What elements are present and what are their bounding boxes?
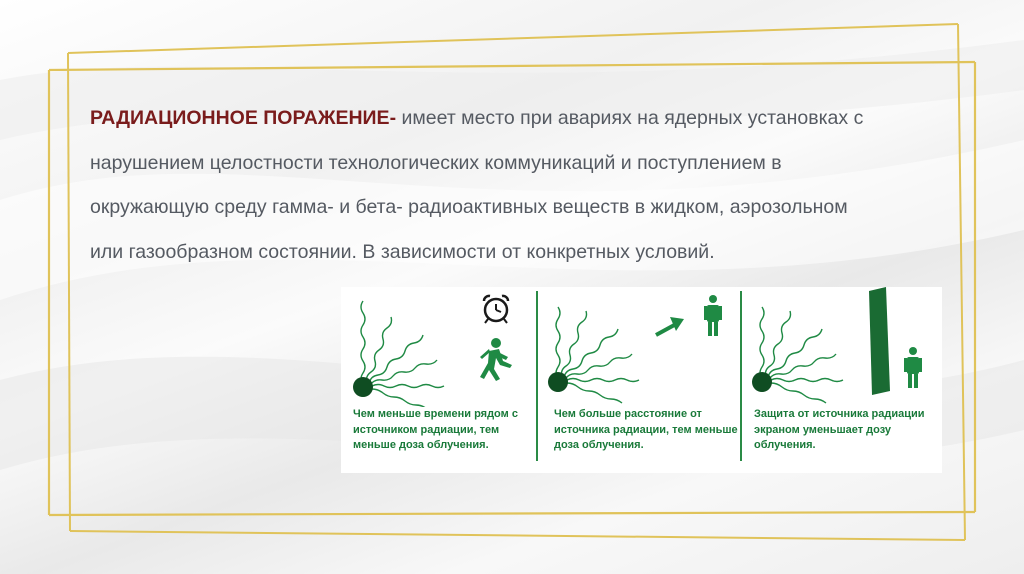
radiation-source-icon [548, 372, 568, 392]
slide-body-text [90, 96, 870, 274]
radiation-source-icon [353, 377, 373, 397]
panel-distance-illustration [538, 287, 740, 407]
slide-lead-term: РАДИАЦИОННОЕ ПОРАЖЕНИЕ [90, 107, 390, 129]
standing-person-icon [904, 347, 922, 388]
standing-person-icon [704, 295, 722, 336]
panel-shield-illustration [742, 287, 942, 407]
slide-lead-dash: - [389, 107, 397, 129]
alarm-clock-icon [484, 296, 508, 323]
panel-distance-caption: Чем больше расстояние от источника радиации, тем меньше доза облучения. [554, 408, 738, 451]
panel-shield [742, 287, 942, 473]
panel-time-illustration [341, 287, 536, 407]
panel-shield-caption: Защита от источника радиации экраном уменьшает дозу облучения. [754, 408, 925, 451]
radiation-protection-infographic [341, 287, 942, 473]
shield-wall-icon [869, 287, 890, 395]
panel-time-caption: Чем меньше времени рядом с источником радиации, тем меньше доза облучения. [353, 408, 518, 451]
arrow-icon [656, 317, 684, 335]
running-person-icon [480, 338, 512, 381]
radiation-source-icon [752, 372, 772, 392]
panel-distance [538, 287, 740, 473]
panel-time [341, 287, 536, 473]
slide-paragraph: имеет место при авариях на ядерных установках с нарушением целостности технологических коммуникаций и поступлением в окружающую среду гамма- и бета- радиоактивных веществ в жидком, аэрозольном или газообразном состоянии. В зависимости от конкретных условий. [90, 107, 864, 263]
